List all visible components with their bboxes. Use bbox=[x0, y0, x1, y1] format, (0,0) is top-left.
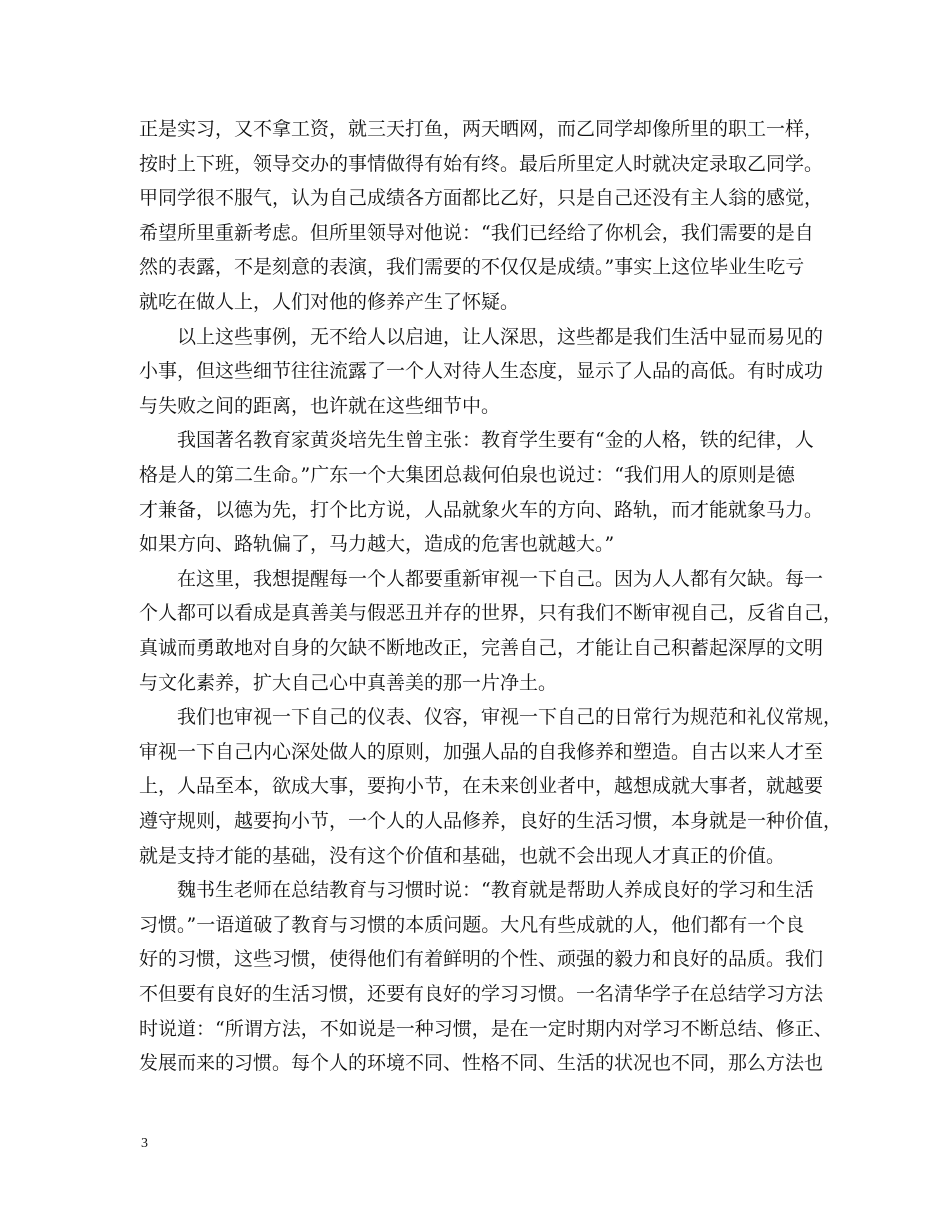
text-line: 个人都可以看成是真善美与假恶丑并存的世界，只有我们不断审视自己，反省自己， bbox=[139, 602, 843, 624]
page-number: 3 bbox=[141, 1136, 148, 1151]
text-line: 不但要有良好的生活习惯，还要有良好的学习习惯。一名清华学子在总结学习方法 bbox=[139, 983, 824, 1005]
text-line: 就吃在做人上，人们对他的修养产生了怀疑。 bbox=[139, 291, 520, 313]
text-line: 正是实习，又不拿工资，就三天打鱼，两天晒网，而乙同学却像所里的职工一样， bbox=[139, 118, 824, 140]
text-line: 在这里，我想提醒每一个人都要重新审视一下自己。因为人人都有欠缺。每一 bbox=[139, 568, 824, 590]
text-line: 上，人品至本，欲成大事，要拘小节，在未来创业者中，越想成就大事者，就越要 bbox=[139, 775, 824, 797]
text-line: 小事，但这些细节往往流露了一个人对待人生态度，显示了人品的高低。有时成功 bbox=[139, 360, 824, 382]
text-line: 习惯。”一语道破了教育与习惯的本质问题。大凡有些成就的人，他们都有一个良 bbox=[139, 914, 805, 936]
text-line: 以上这些事例，无不给人以启迪，让人深思，这些都是我们生活中显而易见的 bbox=[139, 326, 824, 348]
text-line: 发展而来的习惯。每个人的环境不同、性格不同、生活的状况也不同，那么方法也 bbox=[139, 1052, 824, 1074]
text-line: 如果方向、路轨偏了，马力越大，造成的危害也就越大。” bbox=[139, 533, 615, 555]
text-line: 格是人的第二生命。”广东一个大集团总裁何伯泉也说过：“我们用人的原则是德 bbox=[139, 464, 795, 486]
text-line: 然的表露，不是刻意的表演，我们需要的不仅仅是成绩。”事实上这位毕业生吃亏 bbox=[139, 256, 805, 278]
text-line: 我国著名教育家黄炎培先生曾主张：教育学生要有“金的人格，铁的纪律，人 bbox=[139, 429, 814, 451]
text-line: 才兼备，以德为先，打个比方说，人品就象火车的方向、路轨，而才能就象马力。 bbox=[139, 499, 824, 521]
text-line: 真诚而勇敢地对自身的欠缺不断地改正，完善自己，才能让自己积蓄起深厚的文明 bbox=[139, 637, 824, 659]
text-line: 希望所里重新考虑。但所里领导对他说：“我们已经给了你机会，我们需要的是自 bbox=[139, 222, 814, 244]
text-line: 时说道：“所谓方法，不如说是一种习惯，是在一定时期内对学习不断总结、修正、 bbox=[139, 1018, 833, 1040]
text-line: 魏书生老师在总结教育与习惯时说：“教育就是帮助人养成良好的学习和生活 bbox=[139, 879, 814, 901]
text-line: 与文化素养，扩大自己心中真善美的那一片净土。 bbox=[139, 672, 558, 694]
text-line: 就是支持才能的基础，没有这个价值和基础，也就不会出现人才真正的价值。 bbox=[139, 845, 786, 867]
text-line: 与失败之间的距离，也许就在这些细节中。 bbox=[139, 395, 501, 417]
text-line: 我们也审视一下自己的仪表、仪容，审视一下自己的日常行为规范和礼仪常规， bbox=[139, 706, 843, 728]
text-line: 遵守规则，越要拘小节，一个人的人品修养，良好的生活习惯，本身就是一种价值， bbox=[139, 810, 843, 832]
text-line: 审视一下自己内心深处做人的原则，加强人品的自我修养和塑造。自古以来人才至 bbox=[139, 741, 824, 763]
text-line: 按时上下班，领导交办的事情做得有始有终。最后所里定人时就决定录取乙同学。 bbox=[139, 153, 824, 175]
text-line: 甲同学很不服气，认为自己成绩各方面都比乙好，只是自己还没有主人翁的感觉， bbox=[139, 187, 824, 209]
text-line: 好的习惯，这些习惯，使得他们有着鲜明的个性、顽强的毅力和良好的品质。我们 bbox=[139, 948, 824, 970]
